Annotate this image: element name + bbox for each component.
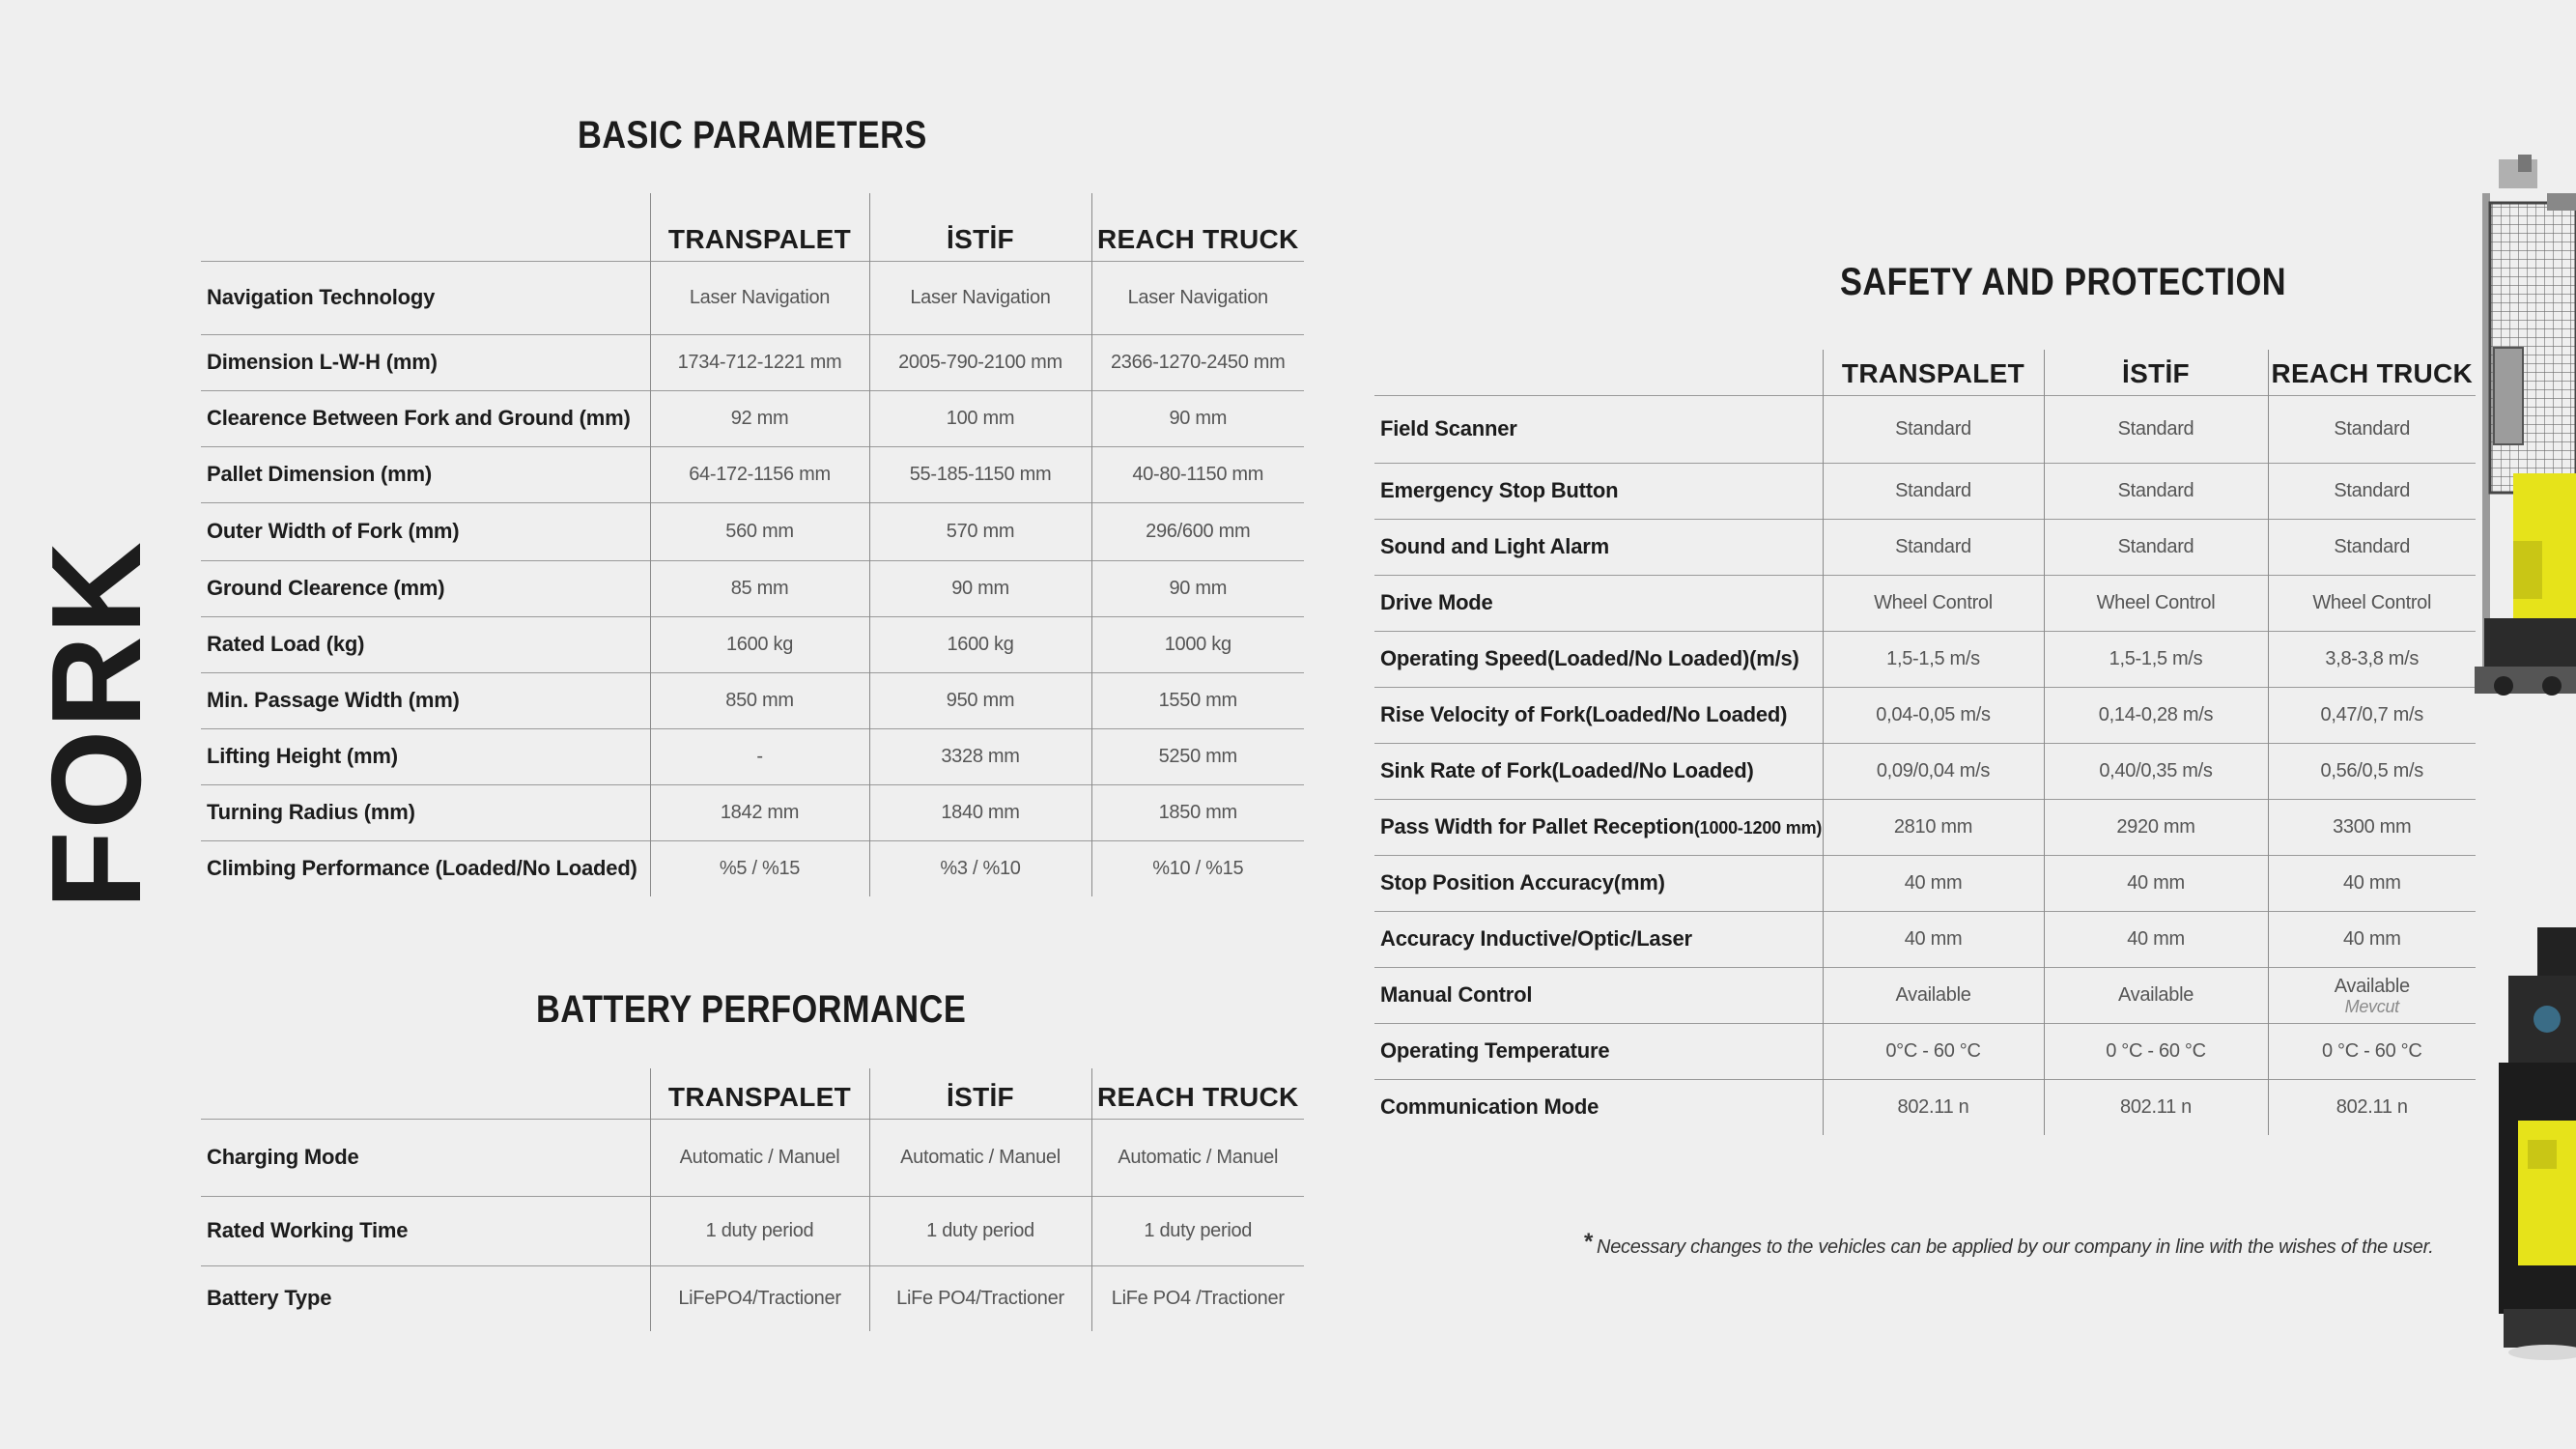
cell-istif — [869, 502, 1091, 560]
row-label-text: Dimension L-W-H (mm) — [207, 350, 438, 374]
reach-truck-photo — [2475, 155, 2576, 700]
cell-istif — [2044, 967, 2268, 1023]
cell-value: 40 mm — [2342, 871, 2401, 894]
table-row — [201, 334, 1304, 390]
row-label-sound-and-light-alarm — [1374, 519, 1823, 575]
row-label-stop-position-accuracy-mm — [1374, 855, 1823, 911]
row-label-text: Lifting Height (mm) — [207, 744, 398, 768]
cell-reach-truck — [2268, 743, 2476, 799]
cell-transpalet — [650, 390, 869, 446]
cell-reach-truck — [2268, 1079, 2476, 1135]
column-header-reach-truck: REACH TRUCK — [1091, 1068, 1304, 1119]
cell-transpalet — [650, 334, 869, 390]
cell-value: 0°C - 60 °C — [1885, 1039, 1981, 1062]
cell-istif — [2044, 631, 2268, 687]
row-label-rated-working-time — [201, 1196, 650, 1265]
row-label-text: Drive Mode — [1380, 590, 1493, 614]
row-label-operating-temperature — [1374, 1023, 1823, 1079]
row-label-field-scanner — [1374, 395, 1823, 463]
row-label-ground-clearence-mm — [201, 560, 650, 616]
cell-value: 0 °C - 60 °C — [2321, 1039, 2422, 1062]
battery-performance-title: BATTERY PERFORMANCE — [536, 988, 967, 1031]
cell-reach-truck — [1091, 1265, 1304, 1331]
row-label-operating-speed-loaded-no-loaded-m-s — [1374, 631, 1823, 687]
row-label-text: Field Scanner — [1380, 416, 1517, 440]
table-row — [1374, 687, 2476, 743]
row-label-text: Operating Speed(Loaded/No Loaded)(m/s) — [1380, 646, 1799, 670]
cell-value: 40 mm — [2342, 927, 2401, 950]
row-label-text: Climbing Performance (Loaded/No Loaded) — [207, 856, 637, 881]
row-label-rise-velocity-of-fork-loaded-no-loaded — [1374, 687, 1823, 743]
row-label-text: Emergency Stop Button — [1380, 478, 1619, 502]
cell-transpalet — [1823, 463, 2044, 519]
row-label-rated-load-kg — [201, 616, 650, 672]
row-label-min-passage-width-mm — [201, 672, 650, 728]
row-label-text: Operating Temperature — [1380, 1038, 1610, 1063]
cell-transpalet — [1823, 855, 2044, 911]
cell-value: 1 duty period — [926, 1219, 1034, 1241]
column-header-istif: İSTİF — [869, 193, 1091, 261]
cell-reach-truck — [1091, 502, 1304, 560]
table-row — [1374, 967, 2476, 1023]
cell-value: 1734-712-1221 mm — [677, 351, 842, 373]
cell-istif — [869, 390, 1091, 446]
column-header-transpalet: TRANSPALET — [650, 1068, 869, 1119]
cell-value: Automatic / Manuel — [1118, 1146, 1279, 1168]
cell-reach-truck — [1091, 840, 1304, 896]
row-label-clearence-between-fork-and-ground-mm — [201, 390, 650, 446]
row-label-manual-control — [1374, 967, 1823, 1023]
cell-value: Wheel Control — [2096, 591, 2216, 613]
row-label-emergency-stop-button — [1374, 463, 1823, 519]
cell-value: Available — [1895, 983, 1971, 1006]
row-label-text: Charging Mode — [207, 1145, 359, 1169]
cell-value: 1600 kg — [947, 633, 1014, 655]
table-corner — [1374, 350, 1823, 395]
cell-value: 0,56/0,5 m/s — [2320, 759, 2423, 781]
cell-value: 570 mm — [946, 520, 1015, 542]
cell-reach-truck — [1091, 560, 1304, 616]
cell-transpalet — [650, 728, 869, 784]
row-label-turning-radius-mm — [201, 784, 650, 840]
basic-parameters-title: BASIC PARAMETERS — [578, 114, 927, 156]
safety-protection-table — [1374, 350, 2476, 1135]
row-label-battery-type — [201, 1265, 650, 1331]
cell-value: Laser Navigation — [910, 286, 1051, 308]
row-label-text: Pallet Dimension (mm) — [207, 462, 432, 486]
cell-reach-truck — [2268, 463, 2476, 519]
cell-value: Standard — [2334, 535, 2411, 557]
cell-istif — [869, 446, 1091, 502]
cell-reach-truck — [2268, 799, 2476, 855]
footnote-asterisk: * — [1584, 1229, 1594, 1255]
cell-transpalet — [1823, 687, 2044, 743]
cell-value: Standard — [2117, 535, 2194, 557]
cell-value: 40 mm — [1904, 871, 1963, 894]
cell-value: Standard — [1895, 417, 1971, 440]
cell-value: LiFe PO4/Tractioner — [896, 1287, 1064, 1309]
row-label-outer-width-of-fork-mm — [201, 502, 650, 560]
cell-istif — [2044, 519, 2268, 575]
table-row — [1374, 463, 2476, 519]
cell-reach-truck — [2268, 687, 2476, 743]
cell-reach-truck — [2268, 395, 2476, 463]
cell-value: 85 mm — [730, 577, 789, 599]
cell-value: 0 °C - 60 °C — [2106, 1039, 2206, 1062]
cell-reach-truck — [2268, 855, 2476, 911]
table-row — [1374, 575, 2476, 631]
cell-value: 560 mm — [725, 520, 794, 542]
row-label-text: Stop Position Accuracy(mm) — [1380, 870, 1665, 895]
table-row — [201, 840, 1304, 896]
pallet-truck-photo — [2499, 927, 2576, 1362]
row-label-text: Accuracy Inductive/Optic/Laser — [1380, 926, 1692, 951]
cell-reach-truck — [1091, 261, 1304, 334]
cell-istif — [2044, 1079, 2268, 1135]
row-label-communication-mode — [1374, 1079, 1823, 1135]
cell-value: 0,47/0,7 m/s — [2320, 703, 2423, 725]
row-label-text: Ground Clearence (mm) — [207, 576, 445, 600]
row-label-text: Outer Width of Fork (mm) — [207, 519, 460, 543]
cell-reach-truck — [1091, 616, 1304, 672]
cell-reach-truck — [2268, 631, 2476, 687]
table-row — [1374, 855, 2476, 911]
table-row — [201, 390, 1304, 446]
cell-value: 0,09/0,04 m/s — [1876, 759, 1991, 781]
table-row — [201, 1265, 1304, 1331]
row-label-text: Sound and Light Alarm — [1380, 534, 1609, 558]
row-label-climbing-performance-loaded-no-loaded — [201, 840, 650, 896]
row-label-text: Clearence Between Fork and Ground (mm) — [207, 406, 631, 430]
cell-value: Standard — [2117, 479, 2194, 501]
row-label-text: Min. Passage Width (mm) — [207, 688, 460, 712]
row-label-text: Navigation Technology — [207, 285, 436, 309]
cell-transpalet — [1823, 631, 2044, 687]
cell-value: 40 mm — [1904, 927, 1963, 950]
cell-reach-truck — [2268, 911, 2476, 967]
cell-transpalet — [650, 1196, 869, 1265]
row-label-text: Rated Load (kg) — [207, 632, 365, 656]
cell-value: 40-80-1150 mm — [1132, 463, 1264, 485]
row-label-dimension-l-w-h-mm — [201, 334, 650, 390]
table-row — [201, 784, 1304, 840]
cell-value: Available — [2117, 983, 2194, 1006]
table-row — [201, 616, 1304, 672]
cell-istif — [2044, 911, 2268, 967]
cell-transpalet — [1823, 1079, 2044, 1135]
cell-reach-truck — [2268, 1023, 2476, 1079]
basic-parameters-table — [201, 193, 1304, 896]
battery-performance-table — [201, 1068, 1304, 1331]
cell-value: 1850 mm — [1158, 801, 1237, 823]
table-row — [1374, 519, 2476, 575]
footnote-text: Necessary changes to the vehicles can be applied by our company in line with the wishes of the user. — [1597, 1236, 2434, 1258]
row-label-drive-mode — [1374, 575, 1823, 631]
cell-value: Standard — [1895, 479, 1971, 501]
cell-value: 40 mm — [2127, 871, 2185, 894]
cell-istif — [869, 261, 1091, 334]
cell-value: 802.11 n — [1897, 1095, 1969, 1118]
cell-value: 90 mm — [951, 577, 1009, 599]
cell-transpalet — [1823, 575, 2044, 631]
cell-value: - — [756, 745, 763, 767]
cell-istif — [2044, 463, 2268, 519]
cell-value: Wheel Control — [1874, 591, 1993, 613]
cell-value: 40 mm — [2127, 927, 2185, 950]
cell-reach-truck — [1091, 334, 1304, 390]
cell-value: 0,14-0,28 m/s — [2098, 703, 2214, 725]
cell-value: LiFe PO4 /Tractioner — [1111, 1287, 1285, 1309]
table-row — [1374, 395, 2476, 463]
cell-transpalet — [1823, 519, 2044, 575]
cell-istif — [869, 1119, 1091, 1196]
row-label-note: (1000-1200 mm) — [1693, 818, 1823, 838]
cell-value: 90 mm — [1169, 577, 1228, 599]
cell-subvalue: Mevcut — [2344, 996, 2399, 1016]
cell-value: Standard — [2334, 479, 2411, 501]
cell-transpalet — [1823, 395, 2044, 463]
cell-value: 3328 mm — [941, 745, 1020, 767]
row-label-text: Turning Radius (mm) — [207, 800, 415, 824]
cell-transpalet — [650, 784, 869, 840]
cell-istif — [2044, 799, 2268, 855]
cell-value: 1842 mm — [720, 801, 800, 823]
cell-istif — [2044, 855, 2268, 911]
cell-value: %5 / %15 — [719, 857, 801, 879]
cell-transpalet — [1823, 967, 2044, 1023]
cell-reach-truck — [1091, 672, 1304, 728]
cell-istif — [2044, 1023, 2268, 1079]
cell-value: Laser Navigation — [689, 286, 831, 308]
cell-value: 850 mm — [725, 689, 794, 711]
row-label-sink-rate-of-fork-loaded-no-loaded — [1374, 743, 1823, 799]
table-row — [1374, 743, 2476, 799]
cell-value: 1,5-1,5 m/s — [1886, 647, 1980, 669]
cell-reach-truck — [1091, 784, 1304, 840]
cell-istif — [2044, 687, 2268, 743]
cell-value: 1 duty period — [705, 1219, 814, 1241]
cell-value: 1840 mm — [941, 801, 1020, 823]
column-header-transpalet: TRANSPALET — [1823, 350, 2044, 395]
cell-value: 1 duty period — [1144, 1219, 1253, 1241]
row-label-text: Communication Mode — [1380, 1094, 1599, 1120]
cell-istif — [869, 784, 1091, 840]
table-row — [201, 560, 1304, 616]
cell-value: 3300 mm — [2333, 815, 2412, 838]
cell-value: 0,40/0,35 m/s — [2099, 759, 2213, 781]
cell-value: Standard — [2117, 417, 2194, 440]
row-label-navigation-technology — [201, 261, 650, 334]
table-row — [1374, 799, 2476, 855]
cell-istif — [869, 728, 1091, 784]
cell-istif — [869, 1265, 1091, 1331]
cell-value: 92 mm — [730, 407, 789, 429]
cell-transpalet — [650, 502, 869, 560]
cell-istif — [2044, 395, 2268, 463]
cell-value: 950 mm — [946, 689, 1015, 711]
table-row — [1374, 631, 2476, 687]
row-label-lifting-height-mm — [201, 728, 650, 784]
cell-transpalet — [650, 261, 869, 334]
column-header-reach-truck: REACH TRUCK — [2268, 350, 2476, 395]
cell-value: 1000 kg — [1164, 633, 1231, 655]
table-row — [201, 728, 1304, 784]
cell-istif — [2044, 743, 2268, 799]
cell-transpalet — [650, 1119, 869, 1196]
cell-reach-truck — [1091, 390, 1304, 446]
cell-istif — [2044, 575, 2268, 631]
cell-value: Wheel Control — [2312, 591, 2432, 613]
cell-istif — [869, 672, 1091, 728]
cell-value: 3,8-3,8 m/s — [2325, 647, 2420, 669]
cell-transpalet — [650, 446, 869, 502]
cell-value: 802.11 n — [2335, 1095, 2408, 1118]
cell-value: 90 mm — [1169, 407, 1228, 429]
cell-value: Available — [2334, 975, 2410, 997]
row-label-text: Sink Rate of Fork(Loaded/No Loaded) — [1380, 758, 1754, 782]
table-corner — [201, 1068, 650, 1119]
cell-reach-truck — [1091, 728, 1304, 784]
cell-value: 1550 mm — [1158, 689, 1237, 711]
cell-value: 64-172-1156 mm — [689, 463, 831, 485]
cell-transpalet — [650, 672, 869, 728]
cell-value: %10 / %15 — [1152, 857, 1244, 879]
safety-protection-title: SAFETY AND PROTECTION — [1840, 261, 2286, 303]
cell-reach-truck — [2268, 967, 2476, 1023]
table-row — [1374, 1079, 2476, 1135]
cell-value: 1,5-1,5 m/s — [2109, 647, 2203, 669]
row-label-text: Rated Working Time — [207, 1218, 409, 1242]
side-title: FORK — [25, 540, 167, 909]
table-row — [201, 502, 1304, 560]
cell-value: 1600 kg — [725, 633, 794, 655]
cell-istif — [869, 560, 1091, 616]
cell-value: 296/600 mm — [1146, 520, 1251, 542]
cell-transpalet — [1823, 743, 2044, 799]
cell-value: Standard — [2334, 417, 2411, 440]
cell-transpalet — [1823, 799, 2044, 855]
cell-istif — [869, 334, 1091, 390]
cell-value: 0,04-0,05 m/s — [1876, 703, 1991, 725]
row-label-text: Pass Width for Pallet Reception — [1380, 814, 1694, 838]
table-row — [1374, 911, 2476, 967]
column-header-transpalet: TRANSPALET — [650, 193, 869, 261]
column-header-istif: İSTİF — [2044, 350, 2268, 395]
table-row — [201, 1119, 1304, 1196]
cell-transpalet — [650, 616, 869, 672]
cell-value: 100 mm — [946, 407, 1015, 429]
row-label-accuracy-inductive-optic-laser — [1374, 911, 1823, 967]
table-row — [1374, 1023, 2476, 1079]
cell-reach-truck — [2268, 575, 2476, 631]
cell-istif — [869, 616, 1091, 672]
table-corner — [201, 193, 650, 261]
cell-istif — [869, 840, 1091, 896]
cell-value: 55-185-1150 mm — [909, 463, 1052, 485]
cell-value: 5250 mm — [1158, 745, 1237, 767]
column-header-istif: İSTİF — [869, 1068, 1091, 1119]
table-row — [201, 446, 1304, 502]
cell-value: Automatic / Manuel — [679, 1146, 840, 1168]
cell-reach-truck — [2268, 519, 2476, 575]
cell-istif — [869, 1196, 1091, 1265]
row-label-text: Battery Type — [207, 1286, 332, 1311]
cell-value: 802.11 n — [2120, 1095, 2192, 1118]
table-row — [201, 672, 1304, 728]
cell-value: 2810 mm — [1893, 815, 1973, 838]
row-label-pallet-dimension-mm — [201, 446, 650, 502]
footnote — [1584, 1229, 2453, 1259]
cell-value: 2366-1270-2450 mm — [1110, 351, 1286, 373]
cell-transpalet — [650, 1265, 869, 1331]
table-row — [201, 261, 1304, 334]
cell-value: %3 / %10 — [940, 857, 1021, 879]
cell-reach-truck — [1091, 1119, 1304, 1196]
cell-transpalet — [650, 560, 869, 616]
cell-value: LiFePO4/Tractioner — [678, 1287, 841, 1309]
row-label-text: Manual Control — [1380, 982, 1533, 1007]
cell-transpalet — [650, 840, 869, 896]
cell-value: Standard — [1895, 535, 1971, 557]
cell-transpalet — [1823, 1023, 2044, 1079]
column-header-reach-truck: REACH TRUCK — [1091, 193, 1304, 261]
cell-reach-truck — [1091, 1196, 1304, 1265]
row-label-text: Rise Velocity of Fork(Loaded/No Loaded) — [1380, 702, 1788, 726]
cell-value: 2920 mm — [2116, 815, 2195, 838]
cell-value: Laser Navigation — [1127, 286, 1268, 308]
row-label-pass-width-for-pallet-reception — [1374, 799, 1823, 855]
cell-transpalet — [1823, 911, 2044, 967]
table-row — [201, 1196, 1304, 1265]
cell-value: 2005-790-2100 mm — [898, 351, 1062, 373]
row-label-charging-mode — [201, 1119, 650, 1196]
cell-reach-truck — [1091, 446, 1304, 502]
cell-value: Automatic / Manuel — [900, 1146, 1061, 1168]
